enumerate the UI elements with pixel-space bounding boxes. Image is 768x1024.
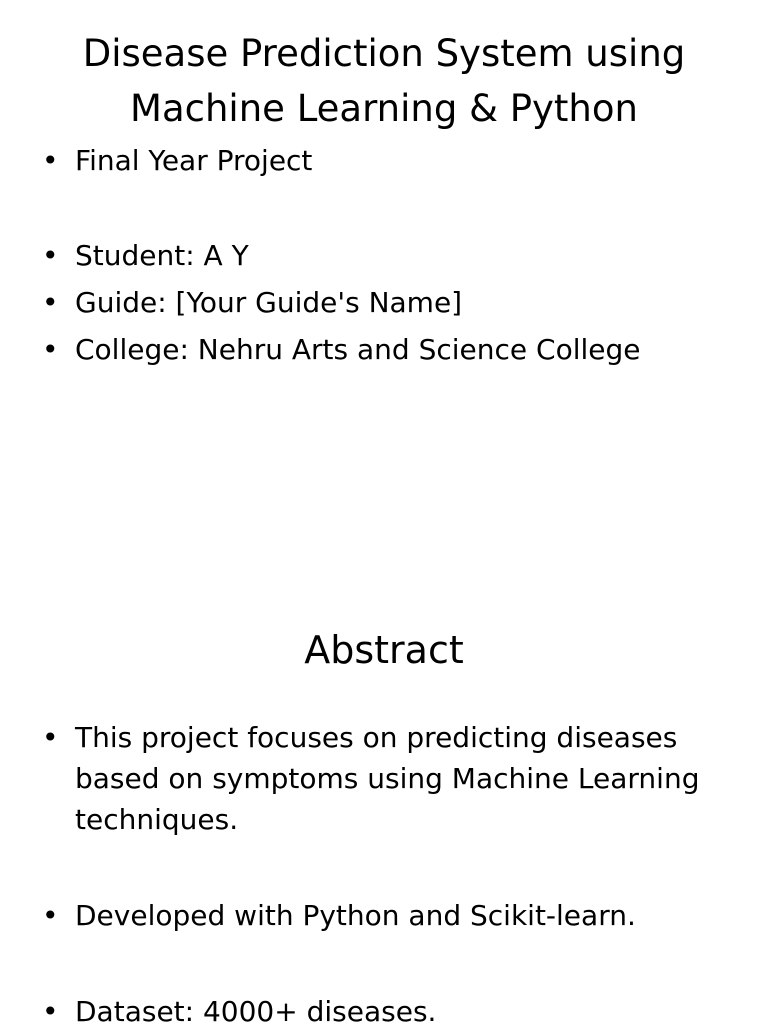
bullet-dot-icon: • xyxy=(42,239,59,272)
abstract-slide xyxy=(0,576,768,1024)
bullet-item-project xyxy=(42,142,722,180)
title-line: Disease Prediction System using xyxy=(82,32,686,75)
bullet-dot-icon: • xyxy=(42,721,59,754)
bullet-list xyxy=(42,142,722,378)
bullet-list xyxy=(42,717,722,1024)
bullet-dot-icon: • xyxy=(42,144,59,177)
bullet-item-dataset xyxy=(42,991,722,1024)
bullet-text: techniques. xyxy=(75,803,239,836)
bullet-text: based on symptoms using Machine Learning xyxy=(75,762,700,795)
bullet-item-guide xyxy=(42,284,722,322)
bullet-item-college xyxy=(42,331,722,369)
bullet-item-focus xyxy=(42,717,722,840)
bullet-text: Final Year Project xyxy=(75,144,313,177)
slide-title xyxy=(40,26,728,136)
bullet-text: Guide: [Your Guide's Name] xyxy=(75,286,463,319)
bullet-text: Student: A Y xyxy=(75,239,249,272)
slide-title: Abstract xyxy=(304,628,464,672)
bullet-text: This project focuses on predicting diseases xyxy=(75,721,678,754)
bullet-text: Developed with Python and Scikit-learn. xyxy=(75,899,636,932)
title-line: Machine Learning & Python xyxy=(130,87,638,130)
bullet-dot-icon: • xyxy=(42,286,59,319)
bullet-dot-icon: • xyxy=(42,899,59,932)
bullet-text: Dataset: 4000+ diseases. xyxy=(75,995,437,1024)
bullet-dot-icon: • xyxy=(42,995,59,1024)
bullet-item-student xyxy=(42,237,722,275)
bullet-text: College: Nehru Arts and Science College xyxy=(75,333,641,366)
bullet-dot-icon: • xyxy=(42,333,59,366)
bullet-item-tools xyxy=(42,895,722,936)
